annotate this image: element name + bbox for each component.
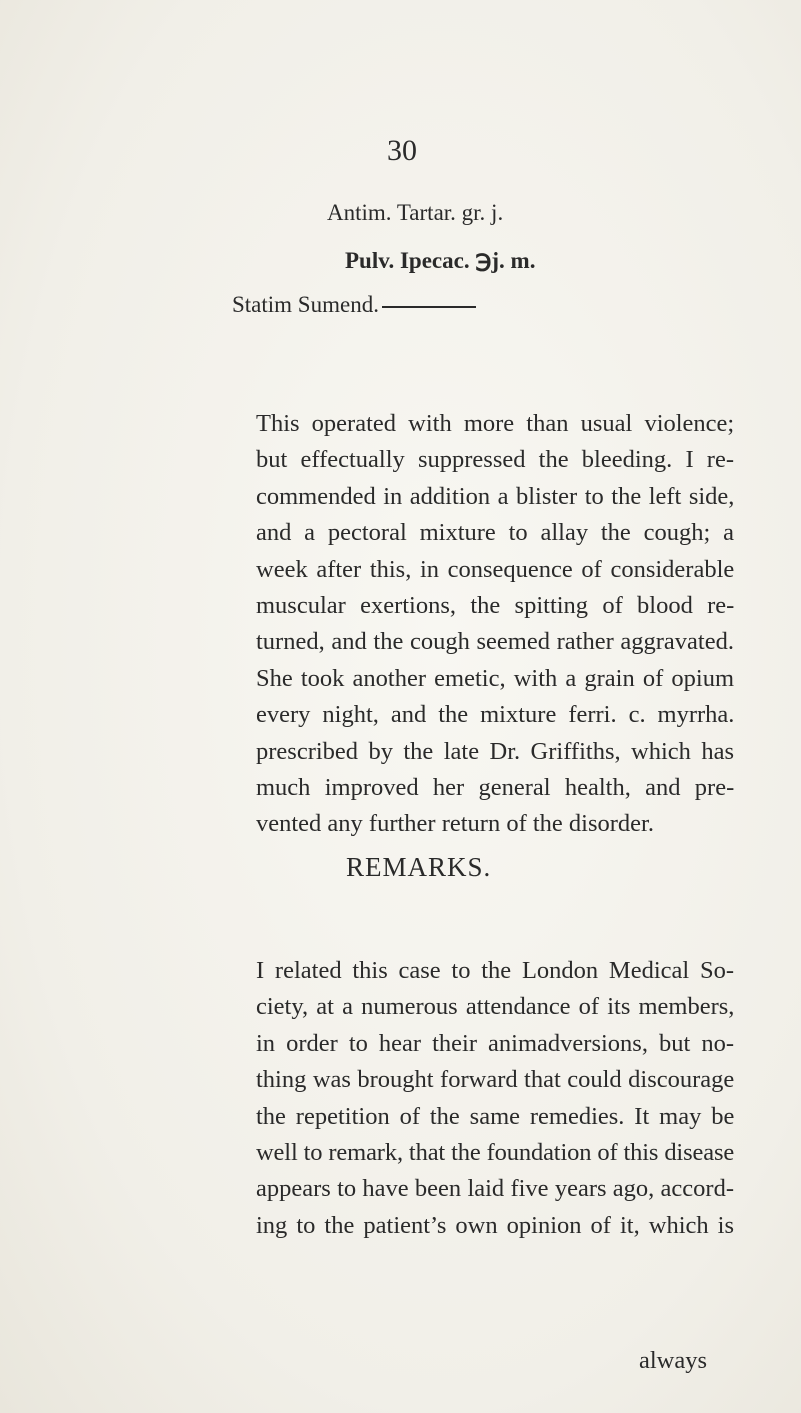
text-line: vented any further return of the disorder. <box>256 810 654 838</box>
text-line: but effectually suppressed the bleeding. I re- <box>256 446 734 474</box>
text-line: every night, and the mixture ferri. c. myrrha. <box>256 701 735 729</box>
text-line: week after this, in consequence of considerable <box>256 555 735 583</box>
text-line: well to remark, that the foundation of this disease <box>256 1139 735 1167</box>
text-line: muscular exertions, the spitting of blood re- <box>256 592 735 620</box>
paragraph-case-history <box>256 406 735 838</box>
text-line: in order to hear their animadversions, but no- <box>256 1029 734 1057</box>
rule-dash <box>382 306 476 308</box>
prescription-line-3 <box>232 290 476 320</box>
text-line: thing was brought forward that could discourage <box>256 1066 735 1094</box>
text-line: ing to the patient’s own opinion of it, which is <box>256 1211 734 1239</box>
text-line: This operated with more than usual violence; <box>256 410 735 437</box>
text-line: turned, and the cough seemed rather aggravated. <box>256 628 734 656</box>
prescription-line-2: Pulv. Ipecac. ℈j. m. <box>345 248 536 273</box>
text-line: and a pectoral mixture to allay the cough; a <box>256 519 734 547</box>
text-line: ciety, at a numerous attendance of its members, <box>256 993 735 1021</box>
prescription-line-1: Antim. Tartar. gr. j. <box>327 200 504 225</box>
prescription-line-3-text: Statim Sumend. <box>232 292 379 317</box>
text-line: I related this case to the London Medical So- <box>256 957 734 984</box>
text-line: She took another emetic, with a grain of opium <box>256 664 734 692</box>
text-line: prescribed by the late Dr. Griffiths, which has <box>256 737 734 765</box>
paragraph-remarks <box>256 953 734 1343</box>
section-heading: REMARKS. <box>346 852 492 882</box>
page-number: 30 <box>387 134 417 167</box>
text-line: much improved her general health, and pre- <box>256 774 735 802</box>
text-line: appears to have been laid five years ago, accord- <box>256 1175 734 1203</box>
text-line: commended in addition a blister to the left side, <box>256 482 735 510</box>
catchword: always <box>638 1347 707 1374</box>
text-line: the repetition of the same remedies. It may be <box>256 1102 735 1130</box>
